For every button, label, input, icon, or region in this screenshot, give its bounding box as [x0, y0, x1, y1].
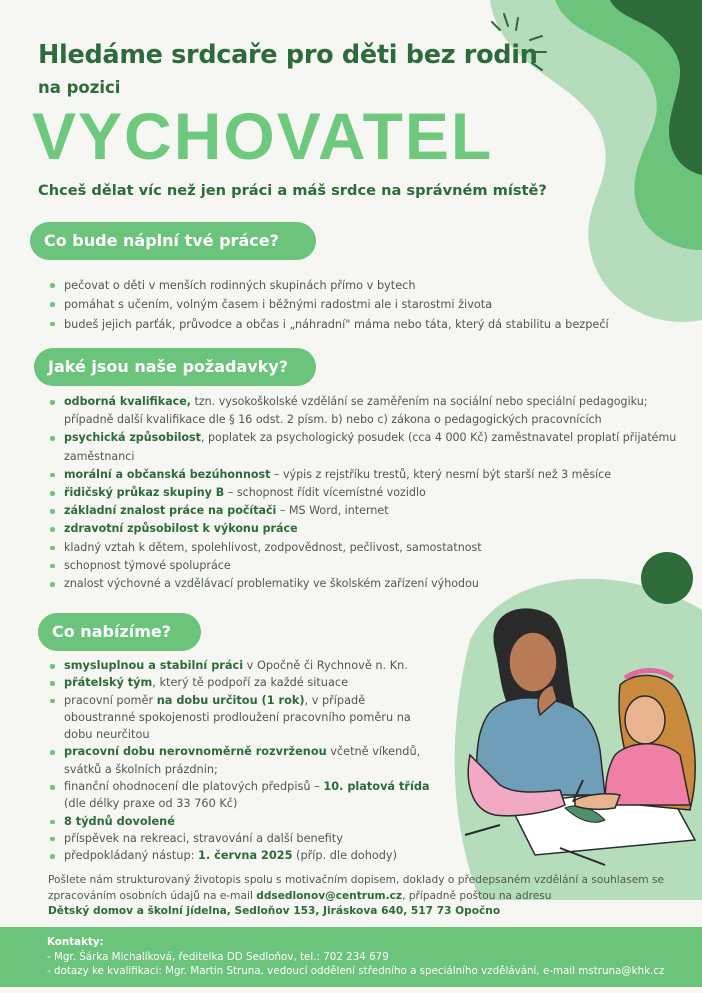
item-text: pracovní poměr — [64, 693, 157, 707]
item-text: – výpis z rejstříku trestů, který nesmí být starší než 3 měsíce — [270, 467, 612, 481]
woman-helping-girl-draw-illustration — [455, 580, 702, 880]
duties-list — [50, 276, 650, 334]
item-bold: psychická způsobilost — [64, 431, 201, 445]
item-bold: odborná kvalifikace, — [64, 395, 191, 408]
item-bold: základní znalost práce na počítači — [64, 504, 277, 518]
item-text: , v případě oboustranné spokojenosti prodloužení pracovního poměru na dobu neurčitou — [64, 693, 411, 742]
item-bold: zdravotní způsobilost k výkonu práce — [64, 522, 298, 536]
list-item — [50, 557, 680, 575]
list-item — [50, 539, 680, 557]
list-item: pomáhat s učením, volným časem i běžnými radostmi ale i starostmi života — [50, 295, 650, 314]
item-text: , který tě podpoří za každé situace — [152, 676, 349, 690]
list-item — [50, 743, 440, 778]
item-text: – MS Word, internet — [276, 504, 389, 518]
headline: Hledáme srdcaře pro děti bez rodin — [38, 40, 538, 70]
item-text: – schopnost řídit vícemístné vozidlo — [224, 486, 426, 500]
item-bold: řidičský průkaz skupiny B — [64, 486, 225, 500]
item-text: včetně víkendů, svátků a školních prázdnin; — [64, 745, 421, 776]
list-item — [50, 830, 440, 847]
list-item — [50, 778, 440, 813]
offer-list — [50, 657, 440, 865]
item-text: (dle délky praxe od 33 760 Kč) — [64, 797, 238, 811]
contact-line: - Mgr. Šárka Michalíková, ředitelka DD Sedloňov, tel.: 702 234 679 — [47, 951, 389, 963]
item-bold: morální a občanská bezúhonnost — [64, 467, 271, 481]
item-text: tzn. vysokoškolské vzdělání se zaměřením na sociální nebo speciální pedagogiku; případně další kvalifikace dle § 16 odst. 2 písm. b) nebo c) zákona o pedagogických pracovnících — [64, 395, 648, 427]
item-text: schopnost týmové spolupráce — [64, 558, 231, 572]
list-item — [50, 393, 680, 429]
closing-paragraph — [48, 873, 668, 920]
list-item — [50, 813, 440, 830]
closing-text: , případně poštou na adresu — [402, 889, 552, 902]
list-item — [50, 502, 680, 520]
item-text: (příp. dle dohody) — [292, 849, 398, 863]
item-text: příspěvek na rekreaci, stravování a další benefity — [64, 831, 343, 845]
duties-heading: Co bude náplní tvé práce? — [30, 222, 316, 260]
closing-text: Pošlete nám strukturovaný životopis spolu s motivačním dopisem, doklady o předepsaném vzdělání a souhlasem se zpracováním osobních údajů na e-mail — [48, 874, 665, 902]
item-bold: 1. června 2025 — [198, 849, 293, 863]
item-text: předpokládaný nástup: — [64, 849, 199, 863]
item-bold: přátelský tým — [64, 676, 153, 690]
requirements-heading: Jaké jsou naše požadavky? — [34, 348, 316, 386]
item-bold: na dobu určitou (1 rok) — [156, 693, 305, 707]
item-bold: 8 týdnů dovolené — [64, 814, 175, 828]
item-bold: pracovní dobu nerovnoměrně rozvrženou — [64, 745, 327, 759]
item-text: finanční ohodnocení dle platových předpisů – — [64, 780, 324, 794]
list-item — [50, 657, 440, 674]
footer — [0, 927, 702, 987]
list-item: budeš jejich parťák, průvodce a občas i „náhradní" máma nebo táta, který dá stabilitu a bezpečí — [50, 315, 650, 334]
item-text: v Opočně či Rychnově n. Kn. — [243, 659, 408, 672]
contact-line: - dotazy ke kvalifikaci: Mgr. Martin Struna, vedoucí oddělení středního a speciálního vzdělávání, e-mail mstruna@khk.cz — [47, 965, 665, 977]
contact-email[interactable]: ddsedlonov@centrum.cz — [256, 889, 403, 902]
list-item — [50, 484, 680, 502]
item-text: znalost výchovné a vzdělávací problematiky ve školském zařízení výhodou — [64, 577, 479, 591]
list-item — [50, 429, 680, 465]
item-bold: 10. platová třída — [323, 780, 430, 794]
requirements-list — [50, 393, 680, 593]
list-item — [50, 674, 440, 691]
contacts-heading: Kontakty: — [47, 936, 104, 948]
job-title: VYCHOVATEL — [32, 99, 494, 173]
list-item — [50, 466, 680, 484]
position-label: na pozici — [38, 78, 121, 97]
item-text: kladný vztah k dětem, spolehlivost, zodpovědnost, pečlivost, samostatnost — [64, 540, 482, 554]
item-text: , poplatek za psychologický posudek (cca 4 000 Kč) zaměstnavatel proplatí přijatému zaměstnanci — [64, 431, 677, 463]
list-item — [50, 520, 680, 538]
list-item — [50, 847, 440, 864]
item-bold: smysluplnou a stabilní práci — [64, 659, 244, 672]
list-item: pečovat o děti v menších rodinných skupinách přímo v bytech — [50, 276, 650, 295]
list-item — [50, 692, 440, 744]
postal-address: Dětský domov a školní jídelna, Sedloňov 153, Jiráskova 640, 517 73 Opočno — [48, 905, 501, 918]
subheadline: Chceš dělat víc než jen práci a máš srdce na správném místě? — [38, 182, 547, 199]
offer-heading: Co nabízíme? — [38, 613, 201, 651]
